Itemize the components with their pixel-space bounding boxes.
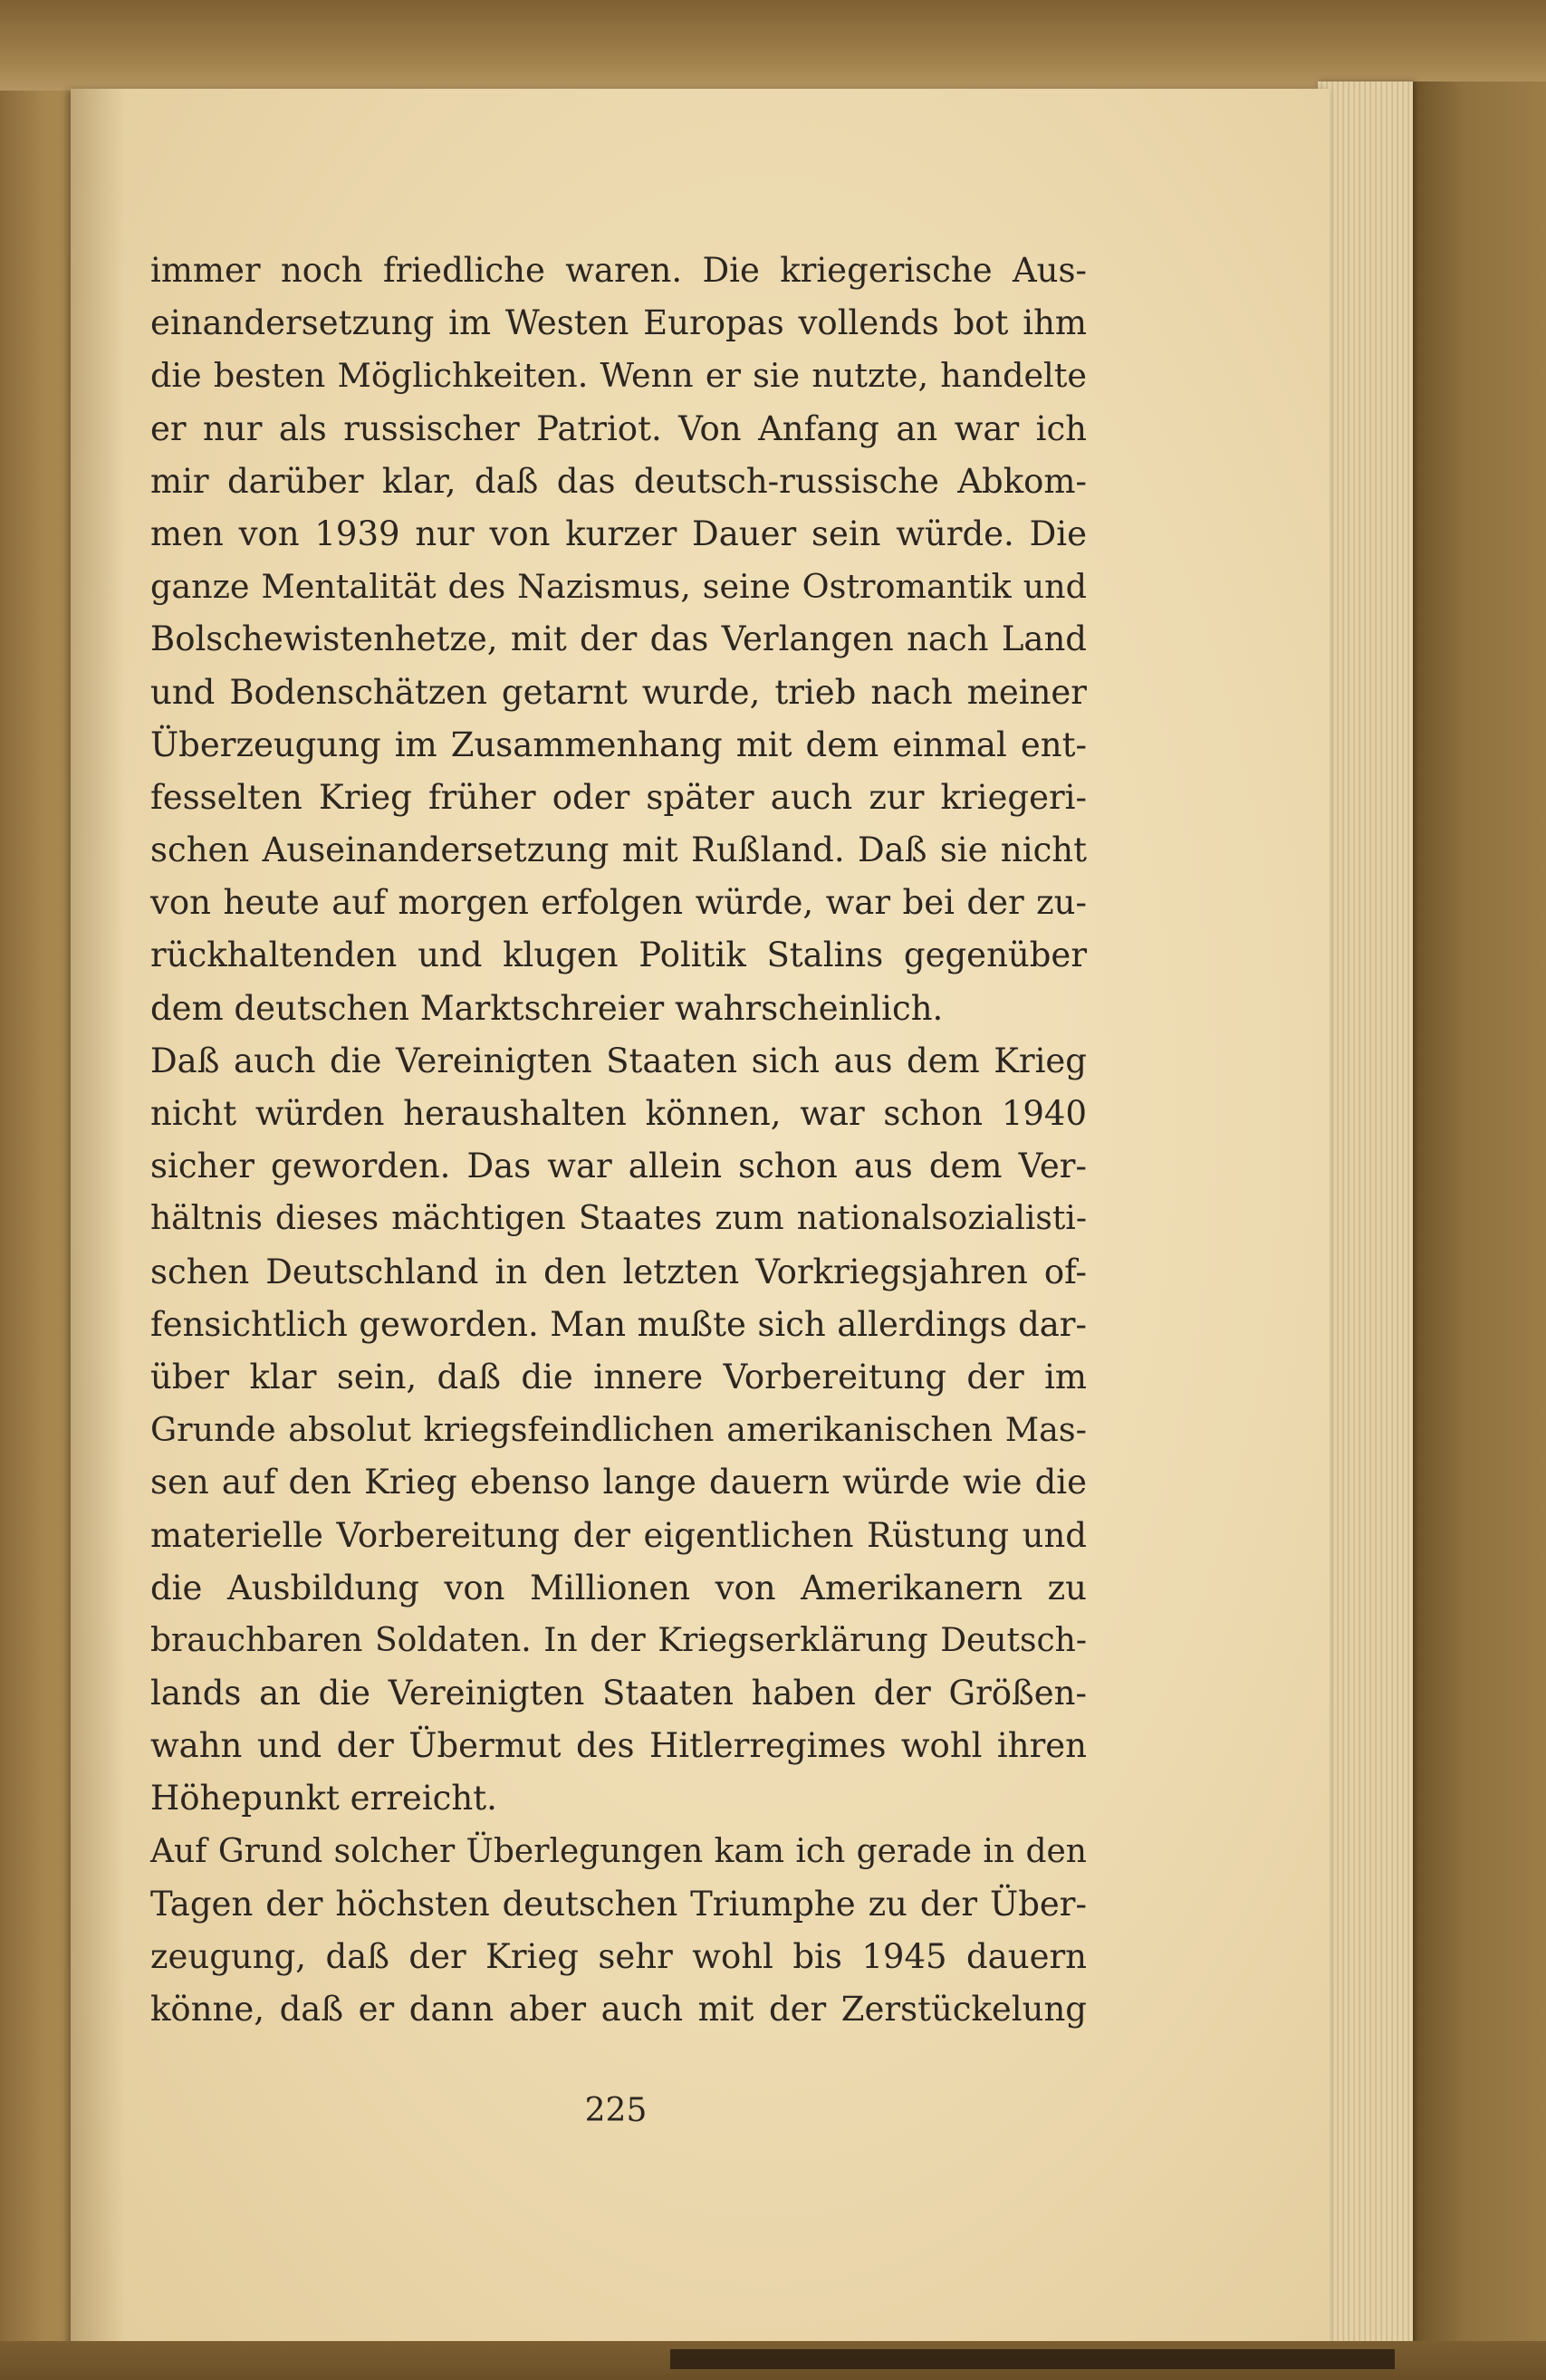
- text-line: nicht würden heraushalten können, war schon 1940: [150, 1094, 1087, 1133]
- text-line: zeugung, daß der Krieg sehr wohl bis 1945 dauern: [150, 1937, 1087, 1976]
- text-line: materielle Vorbereitung der eigentlichen Rüstung und: [150, 1515, 1087, 1555]
- text-line: von heute auf morgen erfolgen würde, war bei der zu-: [150, 883, 1087, 923]
- text-line: über klar sein, daß die innere Vorbereitung der im: [150, 1357, 1087, 1396]
- paragraph-2: [150, 1035, 1087, 1826]
- text-line: dem deutschen Marktschreier wahrscheinlich.: [150, 988, 944, 1028]
- text-line: rückhaltenden und klugen Politik Stalins gegenüber: [150, 936, 1087, 975]
- paragraph-1: [150, 245, 1087, 1035]
- text-line: Auf Grund solcher Überlegungen kam ich gerade in den: [150, 1832, 1087, 1870]
- text-line: ganze Mentalität des Nazismus, seine Ostromantik und: [150, 567, 1087, 607]
- text-line: Daß auch die Vereinigten Staaten sich aus dem Krieg: [150, 1041, 1087, 1080]
- text-line: die besten Möglichkeiten. Wenn er sie nutzte, handelte: [150, 356, 1087, 396]
- text-line: Höhepunkt erreicht.: [150, 1779, 497, 1819]
- text-line: schen Auseinandersetzung mit Rußland. Daß sie nicht: [150, 830, 1087, 870]
- text-line: fensichtlich geworden. Man mußte sich allerdings dar-: [150, 1304, 1087, 1344]
- cover-bottom-shadow: [670, 2349, 1395, 2369]
- text-line: einandersetzung im Westen Europas vollends bot ihm: [150, 303, 1087, 343]
- cover-right-edge: [1410, 82, 1546, 2380]
- text-line: fesselten Krieg früher oder später auch zur kriegeri-: [150, 777, 1087, 817]
- text-line: men von 1939 nur von kurzer Dauer sein würde. Die: [150, 513, 1087, 553]
- text-line: Bolschewistenhetze, mit der das Verlangen nach Land: [150, 619, 1087, 659]
- text-line: sicher geworden. Das war allein schon aus dem Ver-: [150, 1147, 1087, 1186]
- text-line: brauchbaren Soldaten. In der Kriegserklärung Deutsch-: [150, 1621, 1087, 1659]
- text-line: die Ausbildung von Millionen von Amerikanern zu: [150, 1568, 1087, 1607]
- cover-top-edge: [0, 0, 1546, 91]
- page-gutter-shadow: [71, 89, 125, 2353]
- text-line: Überzeugung im Zusammenhang mit dem einmal ent-: [150, 725, 1087, 764]
- text-line: sen auf den Krieg ebenso lange dauern würde wie die: [150, 1463, 1087, 1502]
- text-line: lands an die Vereinigten Staaten haben der Größen-: [150, 1674, 1087, 1713]
- text-line: er nur als russischer Patriot. Von Anfang an war ich: [150, 408, 1087, 448]
- text-line: Tagen der höchsten deutschen Triumphe zu der Über-: [150, 1884, 1087, 1924]
- body-text: [150, 245, 1087, 2036]
- text-line: mir darüber klar, daß das deutsch-russische Abkom-: [150, 461, 1087, 501]
- text-line: Grunde absolut kriegsfeindlichen amerikanischen Mas-: [150, 1410, 1087, 1450]
- paragraph-3: [150, 1826, 1087, 2037]
- text-line: schen Deutschland in den letzten Vorkriegsjahren of-: [150, 1252, 1087, 1291]
- text-line: und Bodenschätzen getarnt wurde, trieb nach meiner: [150, 672, 1087, 712]
- text-line: wahn und der Übermut des Hitlerregimes wohl ihren: [150, 1726, 1087, 1766]
- page-edges-stack: [1318, 82, 1413, 2355]
- text-line: könne, daß er dann aber auch mit der Zerstückelung: [150, 1990, 1087, 2030]
- text-line: hältnis dieses mächtigen Staates zum nationalsozialisti-: [150, 1200, 1087, 1238]
- page-number: 225: [584, 2092, 648, 2129]
- text-line: immer noch friedliche waren. Die kriegerische Aus-: [150, 251, 1087, 290]
